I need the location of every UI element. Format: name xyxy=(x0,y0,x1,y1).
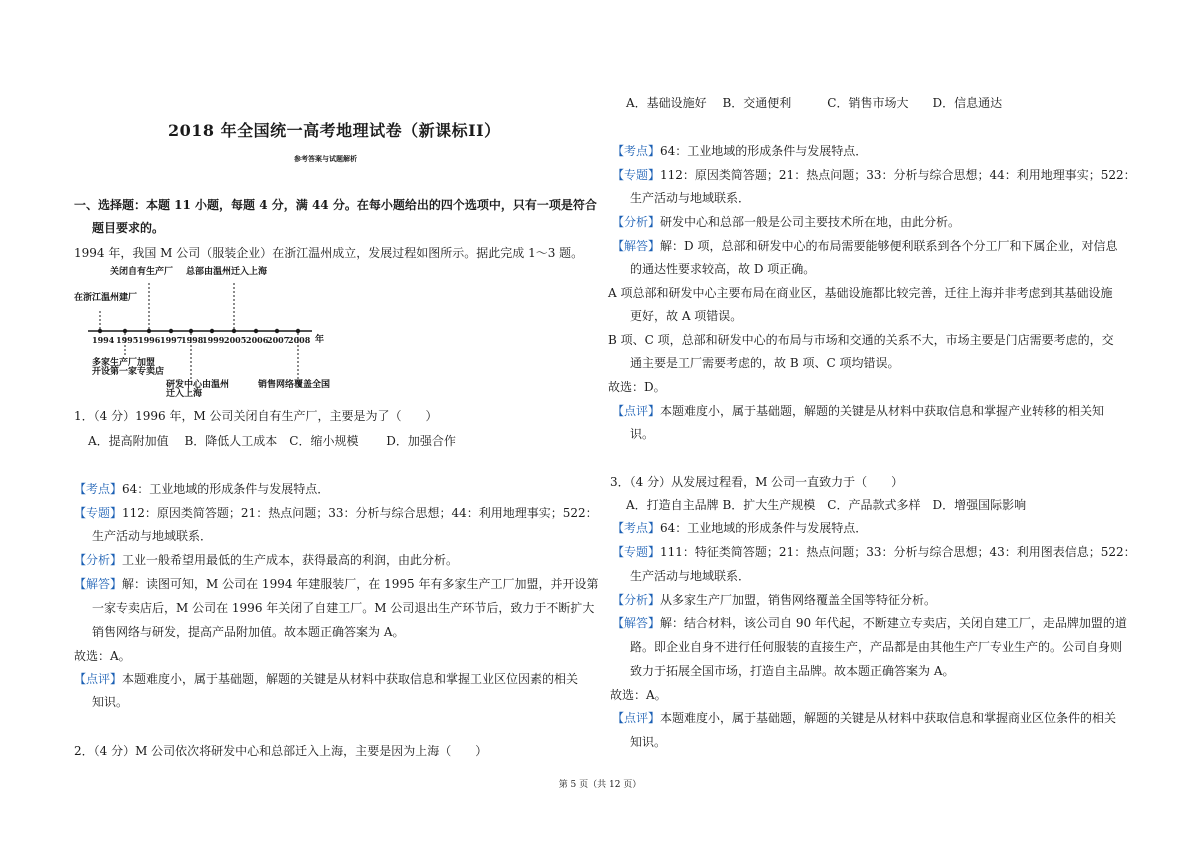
q2-jieda-tag: 【解答】 xyxy=(612,239,661,253)
timeline-figure xyxy=(74,265,374,399)
page-footer: 第 5 页（共 12 页） xyxy=(558,780,642,790)
q1-answer: 故选：A。 xyxy=(74,649,131,663)
q2-fenxi-text: 研发中心和总部一般是公司主要技术所在地，由此分析。 xyxy=(660,215,961,229)
q1-options: A．提高附加值 B．降低人工成本 C．缩小规模 D．加强合作 xyxy=(88,434,456,448)
year-label-2008: 2008 xyxy=(288,335,311,345)
q2-options: A．基础设施好 B．交通便利 C．销售市场大 D．信息通达 xyxy=(626,96,1003,110)
q2-stem: 2．（4 分）M 公司依次将研发中心和总部迁入上海，主要是因为上海（ ） xyxy=(74,744,488,758)
q3-fenxi xyxy=(612,592,936,608)
event-hq-move: 总部由温州迁入上海 xyxy=(186,267,268,277)
q2-fenxi xyxy=(612,214,960,230)
q1-zhuanti xyxy=(74,505,598,521)
q2-zhuanti-tag: 【专题】 xyxy=(612,168,661,182)
tick-2008 xyxy=(296,329,300,333)
event-rd-line1: 研发中心由温州 xyxy=(166,380,230,390)
tick-1996 xyxy=(147,329,151,333)
q3-dianping-cont: 知识。 xyxy=(630,735,667,749)
q2-dianping-text: 本题难度小，属于基础题，解题的关键是从材料中获取信息和掌握产业转移的相关知 xyxy=(660,404,1105,418)
q2-bc-analysis: B 项、C 项，总部和研发中心的布局与市场和交通的关系不大，市场主要是门店需要考虑的，交 xyxy=(608,333,1114,347)
q3-jieda-text: 解：结合材料，该公司自 90 年代起，不断建立专卖店，关闭自建工厂，走品牌加盟的道 xyxy=(660,616,1127,630)
q3-jieda-tag: 【解答】 xyxy=(612,616,661,630)
q1-zhuanti-text: 112：原因类简答题；21：热点问题；33：分析与综合思想；44：利用地理事实；522： xyxy=(122,506,598,520)
q2-answer: 故选：D。 xyxy=(608,380,666,394)
q3-answer: 故选：A。 xyxy=(610,688,667,702)
tick-1994 xyxy=(98,329,102,333)
q3-fenxi-tag: 【分析】 xyxy=(612,593,661,607)
tick-2005 xyxy=(232,329,236,333)
year-label-2005: 2005 xyxy=(224,335,247,345)
q3-kaodian-tag: 【考点】 xyxy=(612,521,661,535)
q2-dianping-tag: 【点评】 xyxy=(612,404,661,418)
q2-dianping xyxy=(612,403,1104,419)
q1-jieda-text: 解：读图可知，M 公司在 1994 年建服装厂，在 1995 年有多家生产工厂加盟，并开设第 xyxy=(122,577,599,591)
tick-2006 xyxy=(254,329,258,333)
intro-text: 1994 年，我国 M 公司（服装企业）在浙江温州成立，发展过程如图所示。据此完成 1～3 题。 xyxy=(74,246,584,260)
q3-jieda-cont1: 路。即企业自身不进行任何服装的直接生产，产品都是由其他生产厂专业生产的。公司自身则 xyxy=(630,640,1123,654)
tick-1998 xyxy=(189,329,193,333)
q2-kaodian-text: 64：工业地域的形成条件与发展特点． xyxy=(660,144,868,158)
q1-jieda-tag: 【解答】 xyxy=(74,577,123,591)
section-heading-line1: 一、选择题：本题 11 小题，每题 4 分，满 44 分。在每小题给出的四个选项中，只有一项是符合 xyxy=(74,198,597,212)
q3-jieda-cont2: 致力于拓展全国市场，打造自主品牌。故本题正确答案为 A。 xyxy=(630,664,955,678)
q1-zhuanti-cont: 生产活动与地域联系． xyxy=(92,529,213,543)
year-label-1999: 1999 xyxy=(202,335,225,345)
q2-a-analysis: A 项总部和研发中心主要布局在商业区，基础设施都比较完善，迁往上海并非考虑到其基础设施 xyxy=(608,286,1113,300)
q3-jieda xyxy=(612,615,1127,631)
q1-dianping-text: 本题难度小，属于基础题，解题的关键是从材料中获取信息和掌握工业区位因素的相关 xyxy=(122,672,579,686)
q3-options: A．打造自主品牌 B．扩大生产规模 C．产品款式多样 D．增强国际影响 xyxy=(626,498,1027,512)
q2-jieda-text: 解：D 项，总部和研发中心的布局需要能够便利联系到各个分工厂和下属企业，对信息 xyxy=(660,239,1118,253)
q1-dianping-tag: 【点评】 xyxy=(74,672,123,686)
year-label-1997: 1997 xyxy=(160,335,183,345)
year-label-1994: 1994 xyxy=(92,335,115,345)
q3-zhuanti-text: 111：特征类简答题；21：热点问题；33：分析与综合思想；43：利用图表信息；522： xyxy=(660,545,1136,559)
q2-zhuanti-text: 112：原因类简答题；21：热点问题；33：分析与综合思想；44：利用地理事实；522： xyxy=(660,168,1136,182)
q2-bc-analysis-cont: 通主要是工厂需要考虑的，故 B 项、C 项均错误。 xyxy=(630,356,900,370)
event-close-factory: 关闭自有生产厂 xyxy=(110,267,174,277)
event-network: 销售网络覆盖全国 xyxy=(258,380,331,390)
page-subtitle: 参考答案与试题解析 xyxy=(294,154,357,163)
q3-dianping xyxy=(612,710,1116,726)
tick-1999 xyxy=(210,329,214,333)
year-label-2007: 2007 xyxy=(267,335,290,345)
q2-kaodian-tag: 【考点】 xyxy=(612,144,661,158)
q2-fenxi-tag: 【分析】 xyxy=(612,215,661,229)
event-franchise-line1: 多家生产厂加盟 xyxy=(92,358,156,368)
event-build-factory: 在浙江温州建厂 xyxy=(74,293,138,303)
q3-fenxi-text: 从多家生产厂加盟，销售网络覆盖全国等特征分析。 xyxy=(660,593,937,607)
q1-jieda xyxy=(74,576,598,592)
q3-kaodian xyxy=(612,520,867,536)
event-franchise-line2: 开设第一家专卖店 xyxy=(92,367,165,377)
q3-zhuanti-cont: 生产活动与地域联系． xyxy=(630,569,751,583)
q3-dianping-tag: 【点评】 xyxy=(612,711,661,725)
q1-jieda-cont1: 一家专卖店后，M 公司在 1996 年关闭了自建工厂。M 公司退出生产环节后，致力于不断扩大 xyxy=(92,601,595,615)
q1-fenxi-text: 工业一般希望用最低的生产成本，获得最高的利润，由此分析。 xyxy=(122,553,459,567)
event-rd-line2: 迁入上海 xyxy=(166,389,203,399)
tick-1997 xyxy=(169,329,173,333)
tick-1995 xyxy=(123,329,127,333)
year-label-1995: 1995 xyxy=(116,335,139,345)
q3-zhuanti-tag: 【专题】 xyxy=(612,545,661,559)
section-heading-line2: 题目要求的。 xyxy=(92,221,165,235)
q1-fenxi xyxy=(74,552,458,568)
q2-kaodian xyxy=(612,143,867,159)
q1-jieda-cont2: 销售网络与研发，提高产品附加值。故本题正确答案为 A。 xyxy=(92,625,405,639)
tick-2007 xyxy=(275,329,279,333)
q2-dianping-cont: 识。 xyxy=(630,427,655,441)
year-label-1996: 1996 xyxy=(138,335,161,345)
q2-a-analysis-cont: 更好，故 A 项错误。 xyxy=(630,309,743,323)
q2-zhuanti-cont: 生产活动与地域联系． xyxy=(630,191,751,205)
q3-dianping-text: 本题难度小，属于基础题，解题的关键是从材料中获取信息和掌握商业区位条件的相关 xyxy=(660,711,1117,725)
page-title: 2018 年全国统一高考地理试卷（新课标II） xyxy=(168,121,501,140)
q1-dianping-cont: 知识。 xyxy=(92,695,129,709)
q3-zhuanti xyxy=(612,544,1136,560)
q1-stem: 1．（4 分）1996 年，M 公司关闭自有生产厂，主要是为了（ ） xyxy=(74,409,438,423)
q2-zhuanti xyxy=(612,167,1136,183)
year-label-1998: 1998 xyxy=(181,335,204,345)
axis-unit: 年 xyxy=(315,335,325,345)
q1-fenxi-tag: 【分析】 xyxy=(74,553,123,567)
q1-kaodian-text: 64：工业地域的形成条件与发展特点． xyxy=(122,482,330,496)
q1-kaodian xyxy=(74,481,329,497)
q1-zhuanti-tag: 【专题】 xyxy=(74,506,123,520)
q2-jieda-cont: 的通达性要求较高，故 D 项正确。 xyxy=(630,262,816,276)
q1-kaodian-tag: 【考点】 xyxy=(74,482,123,496)
q2-jieda xyxy=(612,238,1117,254)
year-label-2006: 2006 xyxy=(246,335,269,345)
q1-dianping xyxy=(74,671,578,687)
q3-kaodian-text: 64：工业地域的形成条件与发展特点． xyxy=(660,521,868,535)
q3-stem: 3．（4 分）从发展过程看，M 公司一直致力于（ ） xyxy=(610,475,904,489)
